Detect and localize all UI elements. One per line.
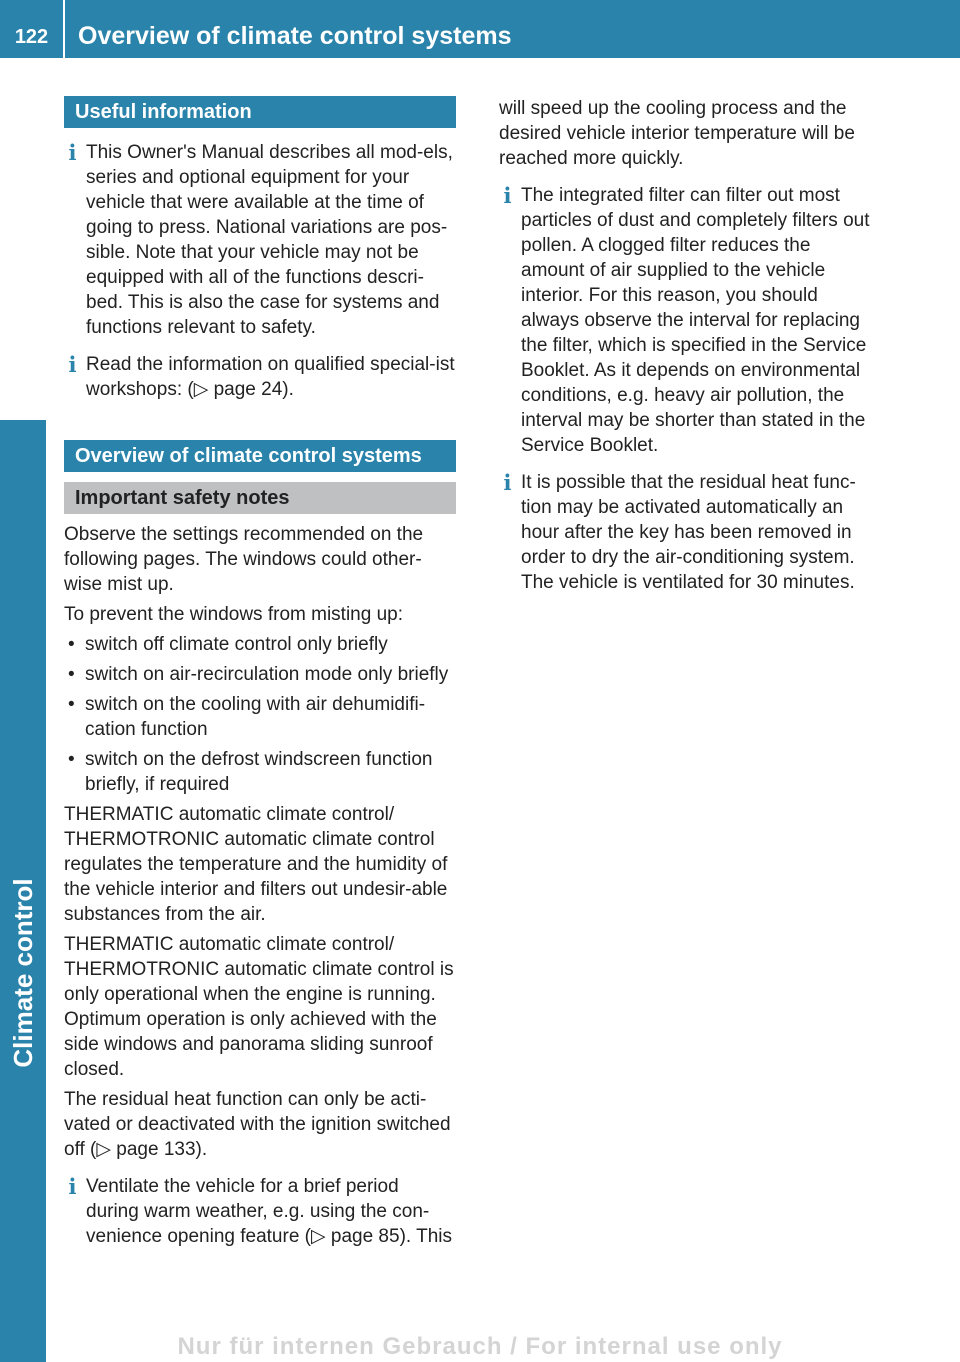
info-note — [64, 140, 456, 340]
info-note-text: It is possible that the residual heat func-tion may be activated automatically an hour after the key has been removed in order to dry the air-conditioning system. The vehicle is ventilated for 30 minutes. — [521, 472, 856, 593]
footer-watermark: Nur für internen Gebrauch / For internal use only — [177, 1333, 783, 1360]
info-icon: i — [68, 352, 77, 377]
page-header — [0, 0, 960, 58]
subsection-heading: Important safety notes — [64, 482, 456, 514]
section-heading: Overview of climate control systems — [64, 440, 456, 472]
list-item-text: switch off climate control only briefly — [85, 634, 388, 655]
list-item-text: switch on the defrost windscreen function briefly, if required — [85, 749, 433, 795]
page-number: 122 — [14, 26, 49, 48]
bullet-icon: • — [68, 749, 75, 770]
continued-paragraph: will speed up the cooling process and the desired vehicle interior temperature will be reached more quickly. — [499, 98, 855, 169]
info-note-text: Ventilate the vehicle for a brief period during warm weather, e.g. using the con-venience opening feature (▷ page 85). This — [86, 1176, 453, 1247]
info-note — [64, 1174, 456, 1249]
bullet-icon: • — [68, 694, 75, 715]
paragraph: To prevent the windows from misting up: — [64, 604, 403, 625]
list-item — [64, 662, 456, 687]
chapter-label: Climate control — [8, 878, 38, 1068]
info-note — [64, 352, 456, 402]
bullet-icon: • — [68, 634, 75, 655]
useful-information-heading: Useful information — [64, 96, 456, 128]
list-item — [64, 692, 456, 742]
chapter-side-tab — [0, 420, 46, 1362]
info-icon: i — [68, 1174, 77, 1199]
list-item — [64, 632, 456, 657]
info-icon: i — [503, 470, 512, 495]
info-note — [499, 470, 871, 595]
paragraph: THERMATIC automatic climate control/ THERMOTRONIC automatic climate control is only operational when the engine is running. Optimum operation is only achieved with the side windows and panorama sliding sunroof closed. — [64, 934, 454, 1080]
info-note-text: This Owner's Manual describes all mod-els, series and optional equipment for your vehicle that were available at the time of going to press. National variations are pos-sible. Note that your vehicle may not be equipped with all of the functions descri-bed. This is also the case for systems and functions relevant to safety. — [86, 142, 453, 338]
list-item-text: switch on air-recirculation mode only briefly — [85, 664, 449, 685]
paragraph: THERMATIC automatic climate control/ THERMOTRONIC automatic climate control regulates the temperature and the humidity of the vehicle interior and filters out undesir-able substances from the air. — [64, 804, 448, 925]
list-item — [64, 747, 456, 797]
info-note-text: The integrated filter can filter out most particles of dust and completely filters out pollen. A clogged filter reduces the amount of air supplied to the vehicle interior. For this reason, you should always observe the interval for replacing the filter, which is specified in the Service Booklet. As it depends on environmental conditions, e.g. heavy air pollution, the interval may be shorter than stated in the Service Booklet. — [521, 185, 870, 456]
page-title: Overview of climate control systems — [78, 22, 512, 50]
bullet-icon: • — [68, 664, 75, 685]
left-column — [64, 96, 456, 1261]
list-item-text: switch on the cooling with air dehumidifi-cation function — [85, 694, 426, 740]
bullet-list — [64, 632, 456, 797]
info-note-text: Read the information on qualified special-ist workshops: (▷ page 24). — [86, 354, 455, 400]
paragraph: The residual heat function can only be acti-vated or deactivated with the ignition switched off (▷ page 133). — [64, 1089, 451, 1160]
paragraph: Observe the settings recommended on the following pages. The windows could other-wise mist up. — [64, 524, 424, 595]
info-note — [499, 183, 871, 458]
header-divider — [63, 0, 65, 58]
right-column — [499, 96, 871, 607]
info-icon: i — [68, 140, 77, 165]
info-icon: i — [503, 183, 512, 208]
